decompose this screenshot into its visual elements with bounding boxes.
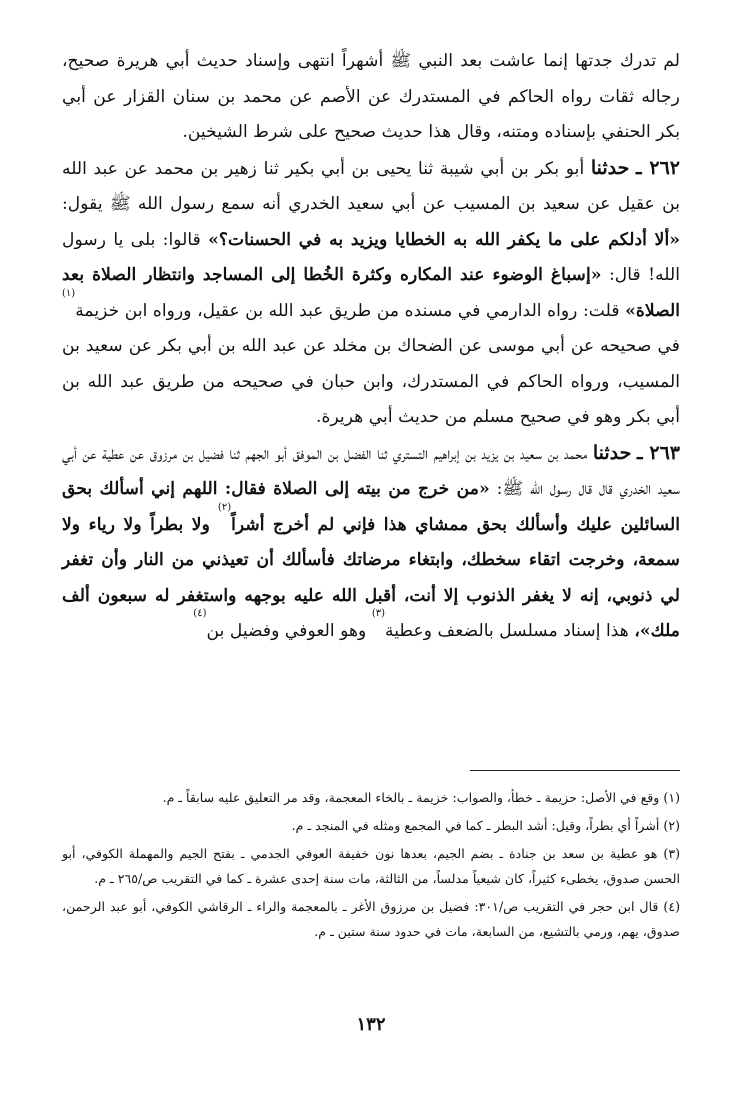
paragraph-intro [62, 44, 680, 151]
footnote-separator [470, 770, 680, 771]
hadith-262-haddathana: حدثنا [590, 156, 630, 179]
hadith-263-chain: محمد بن سعيد بن يزيد بن إبراهيم التستري ثنا الفضل بن الموفق أبو الجهم ثنا فضيل بن مرزوق عن عطية عن أبي سعيد الخدري قال قال رسول الله ﷺ: [62, 443, 680, 499]
hadith-263 [62, 436, 680, 650]
hadith-262-quote-1: «ألا أدلكم على ما يكفر الله به الخطايا ويزيد به في الحسنات؟» [208, 229, 680, 250]
hadith-263-haddathana: حدثنا [592, 441, 632, 464]
footnote-ref-2: (٢) [217, 501, 232, 513]
footnote-ref-3: (٣) [371, 608, 385, 619]
hadith-263-commentary-2: وهو العوفي وفضيل بن [206, 621, 367, 641]
page [62, 44, 680, 1054]
footnote-3: (٣) هو عطية بن سعد بن جنادة ـ بضم الجيم، بعدها نون خفيفة العوفي الجدمي ـ بفتح الجيم والمهملة الكوفي، أبو الحسن صدوق، يخطىء كثيراً، كان شيعياً مدلساً، من الثالثة، مات سنة إحدى عشرة ـ كما في التقريب ص/٢٦٥ ـ م. [62, 846, 680, 886]
hadith-262 [62, 151, 680, 436]
hadith-262-quote-2: «إسباغ الوضوء عند المكاره وكثرة الخُطا إلى المساجد وانتظار الصلاة بعد الصلاة» [62, 265, 680, 321]
main-text [62, 44, 680, 650]
hadith-263-commentary: هذا إسناد مسلسل بالضعف وعطية [385, 621, 629, 641]
footnote-ref-4: (٤) [193, 608, 207, 619]
hadith-263-quote-1: «من خرج من بيته إلى الصلاة فقال: اللهم إني أسألك بحق السائلين عليك وأسألك بحق ممشاي هذا فإني لم أخرج أشراً [62, 479, 680, 535]
hadith-262-commentary: قلت: رواه الدارمي في مسنده من طريق عبد الله بن عقيل، ورواه ابن خزيمة [75, 300, 620, 321]
footnotes [62, 785, 680, 947]
paragraph-intro-text: لم تدرك جدتها إنما عاشت بعد النبي ﷺ أشهراً انتهى وإسناد حديث أبي هريرة صحيح، رجاله ثقات رواه الحاكم في المستدرك عن الأصم عن محمد بن سنان القزار عن أبي بكر الحنفي بإسناده ومتنه، وقال هذا حديث صحيح على شرط الشيخين. [62, 51, 680, 142]
footnote-ref-1: (١) [62, 287, 76, 299]
hadith-262-reply: قالوا: بلى يا رسول الله! قال: [62, 229, 680, 285]
hadith-262-number: ٢٦٢ ـ [636, 156, 680, 179]
footnote-2: (٢) أشراً أي بطراً، وقيل: أشد البطر ـ كما في المجمع ومثله في المنجد ـ م. [291, 818, 680, 833]
footnote-1: (١) وقع في الأصل: حزيمة ـ خطأ، والصواب: خزيمة ـ بالخاء المعجمة، وقد مر التعليق عليه سابقاً ـ م. [162, 790, 680, 805]
footnote-4: (٤) قال ابن حجر في التقريب ص/٣٠١: فضيل بن مرزوق الأغر ـ بالمعجمة والراء ـ الرقاشي الكوفي، أبو عبد الرحمن، صدوق، يهم، ورمي بالتشيع، من السابعة، مات في حدود سنة ستين ـ م. [62, 899, 680, 939]
hadith-262-commentary-2: في صحيحه عن أبي موسى عن الضحاك بن مخلد عن عبد الله بن أبي بكر عن سعيد بن المسيب، ورواه الحاكم في المستدرك، وابن حبان في صحيحه من طريق عبد الله بن أبي بكر وهو في صحيح مسلم من حديث أبي هريرة. [62, 336, 680, 427]
hadith-262-chain: أبو بكر بن أبي شيبة ثنا يحيى بن أبي بكير ثنا زهير بن محمد عن عبد الله بن عقيل عن سعيد بن المسيب عن أبي سعيد الخدري أنه سمع رسول الله ﷺ يقول: [62, 158, 680, 214]
page-number: ١٣٢ [356, 1014, 386, 1035]
hadith-263-number: ٢٦٣ ـ [637, 441, 681, 464]
hadith-263-quote-2: ولا بطراً ولا رياء ولا سمعة، وخرجت اتقاء سخطك، وابتغاء مرضاتك فأسألك أن تعيذني من النار وأن تغفر لي ذنوبي، إنه لا يغفر الذنوب إلا أنت، أقبل الله عليه بوجهه واستغفر له سبعون ألف ملك»، [62, 514, 680, 641]
